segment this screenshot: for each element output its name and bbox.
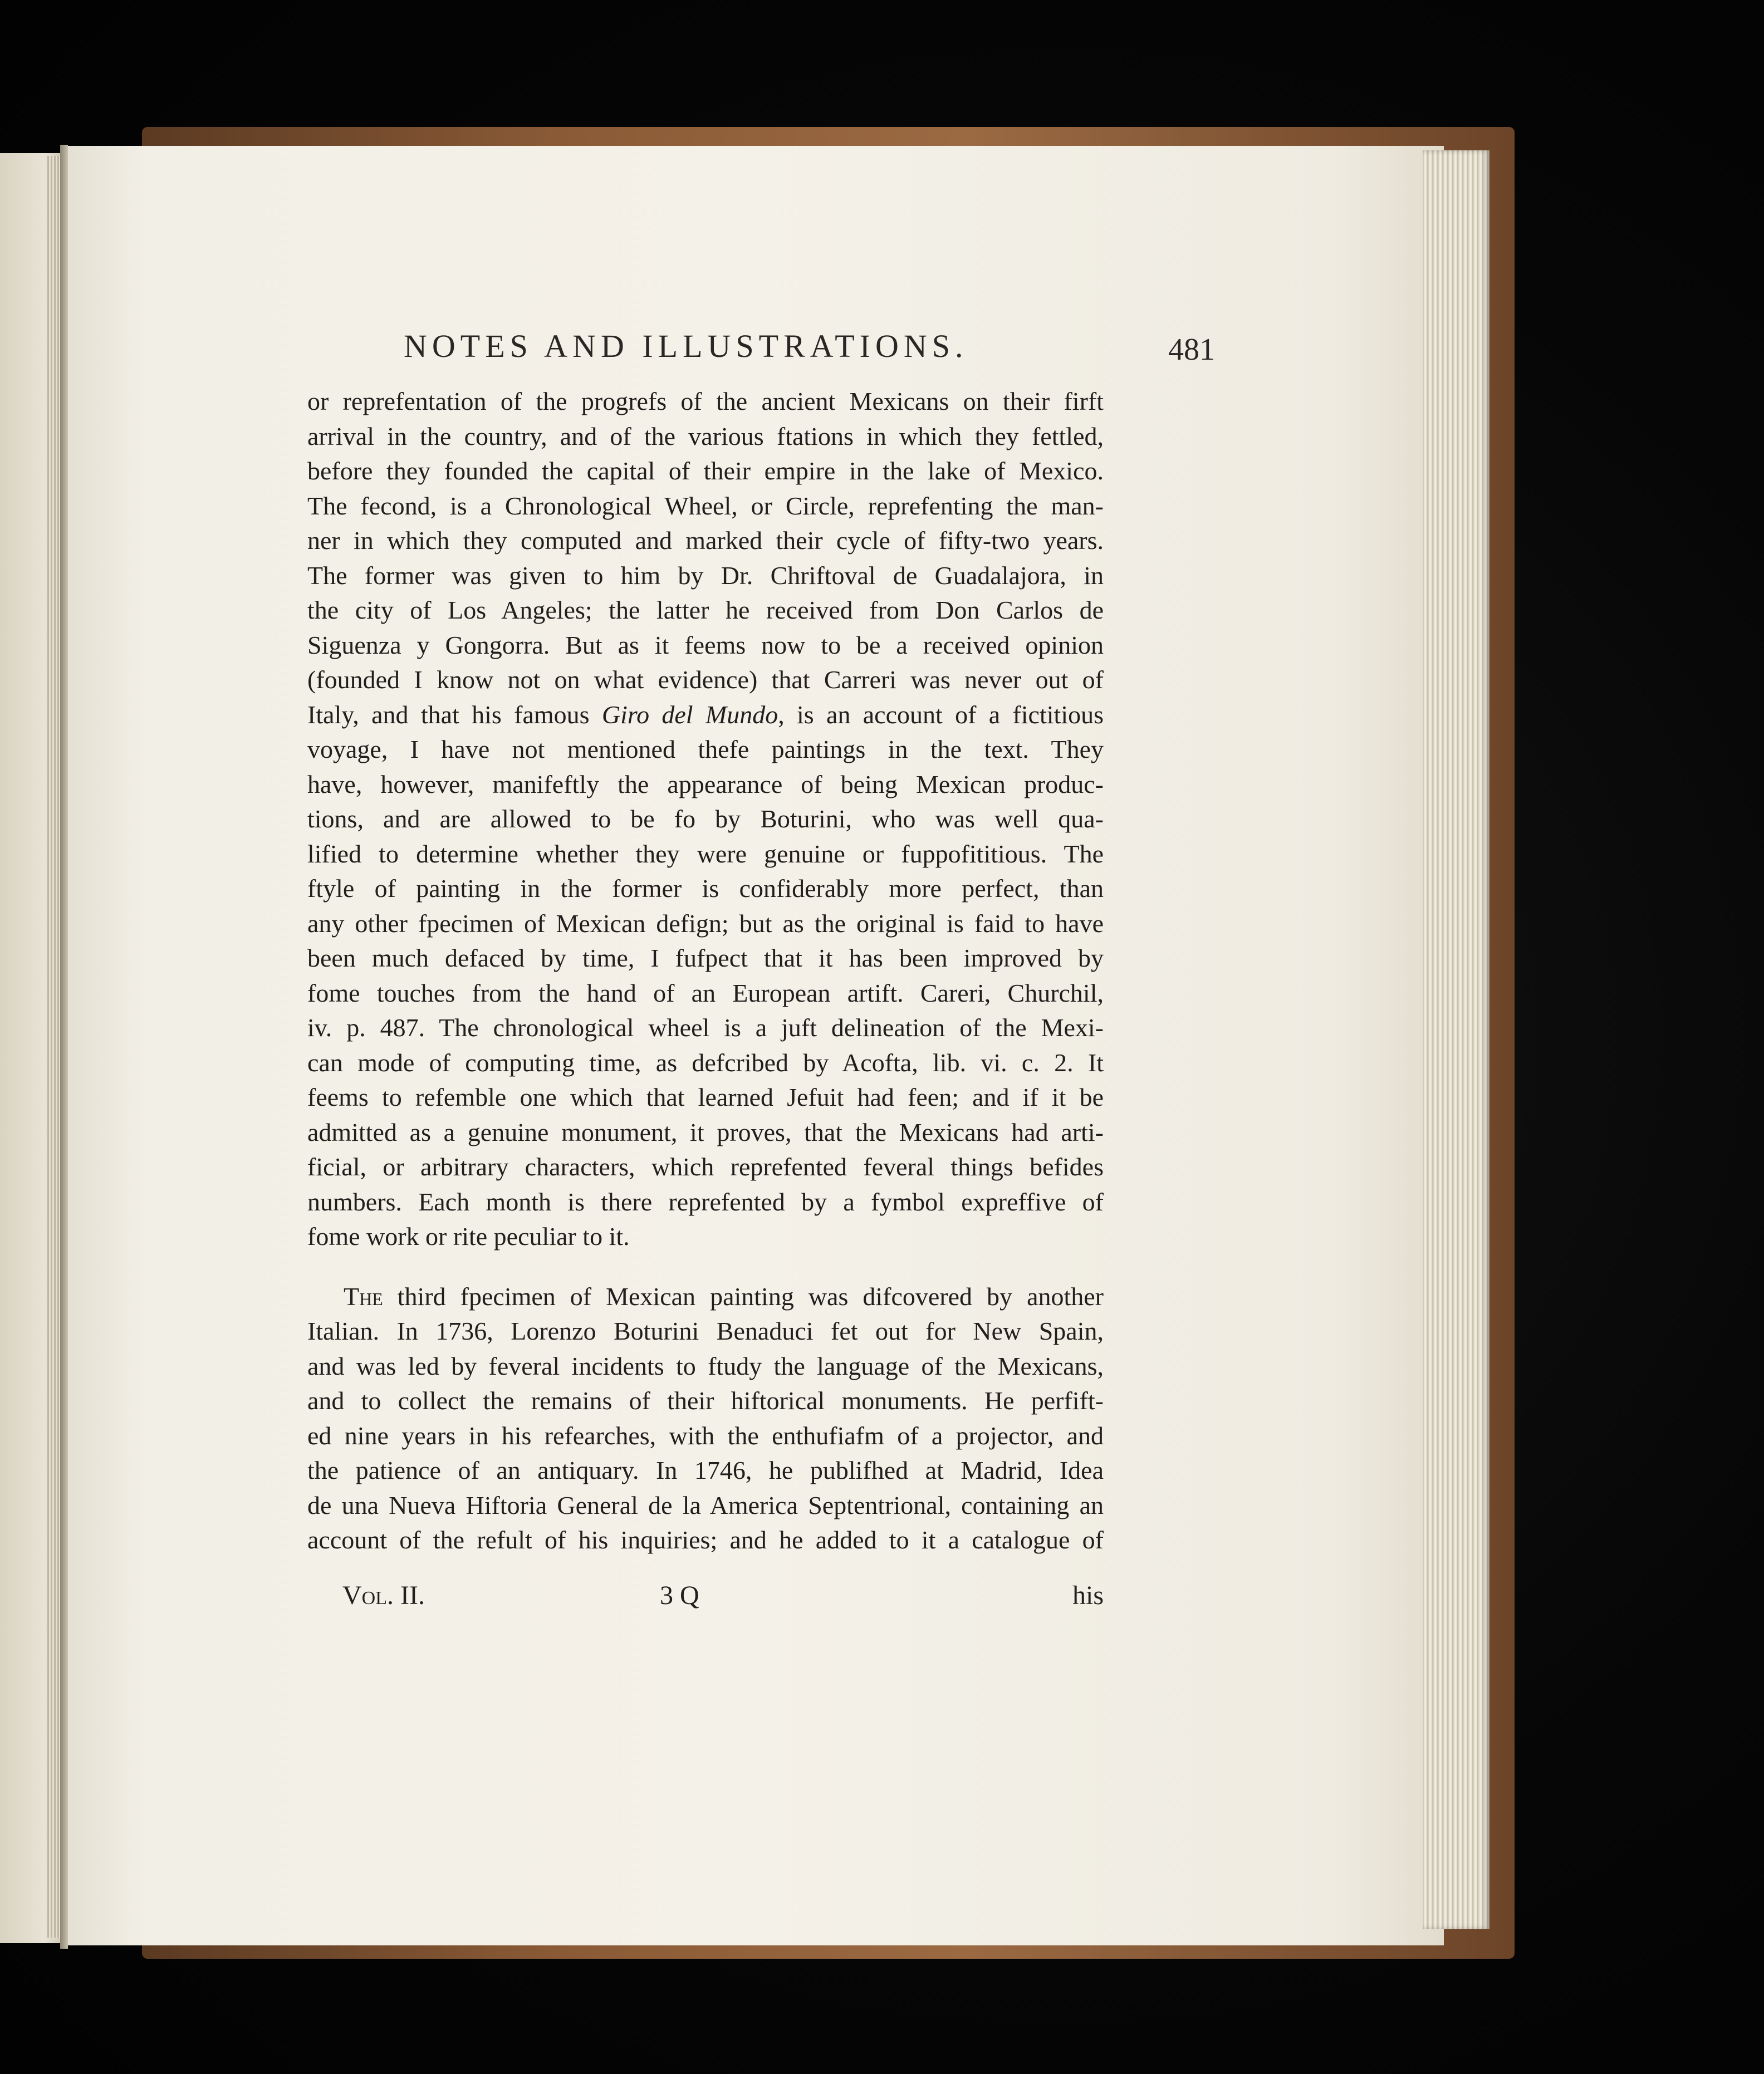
text-line: the patience of an antiquary. In 1746, he publifhed at Madrid, Idea <box>307 1456 1104 1484</box>
text-line: Italian. In 1736, Lorenzo Boturini Benaduci fet out for New Spain, <box>307 1317 1104 1345</box>
paragraph-2 <box>307 1279 1104 1558</box>
text-line: can mode of computing time, as defcribed by Acofta, lib. vi. c. 2. It <box>307 1048 1104 1077</box>
text-line: the city of Los Angeles; the latter he received from Don Carlos de <box>307 596 1104 624</box>
body-text <box>307 384 1104 1558</box>
signature-mark: 3 Q <box>660 1581 699 1610</box>
text-line: iv. p. 487. The chronological wheel is a juft delineation of the Mexi- <box>307 1013 1104 1042</box>
paragraph-1 <box>307 384 1104 1254</box>
text-line: The former was given to him by Dr. Chriftoval de Guadalajora, in <box>307 561 1104 590</box>
text-line: or reprefentation of the progrefs of the ancient Mexicans on their firft <box>307 387 1104 415</box>
page-fore-edge <box>1423 150 1489 1929</box>
text-line: feems to refemble one which that learned Jefuit had feen; and if it be <box>307 1083 1104 1111</box>
text-line: tions, and are allowed to be fo by Boturini, who was well qua- <box>307 805 1104 833</box>
text-segment: , is an account of a fictitious <box>778 700 1104 729</box>
catchword: his <box>1072 1581 1104 1610</box>
volume-label: Vol. II. <box>342 1581 425 1610</box>
text-line: admitted as a genuine monument, it proves, that the Mexicans had arti- <box>307 1117 1104 1146</box>
text-line: numbers. Each month is there reprefented by a fymbol expreffive of <box>307 1187 1104 1216</box>
text-line: voyage, I have not mentioned thefe paintings in the text. They <box>307 735 1104 763</box>
page-footer <box>342 1580 1104 1614</box>
text-line: fome touches from the hand of an European artift. Careri, Churchil, <box>307 978 1104 1007</box>
text-line: (founded I know not on what evidence) that Carreri was never out of <box>307 665 1104 694</box>
text-line: ed nine years in his refearches, with the enthufiafm of a projector, and <box>307 1421 1104 1450</box>
text-segment: third fpecimen of Mexican painting was difcovered by another <box>383 1282 1104 1311</box>
text-line: Siguenza y Gongorra. But as it feems now to be a received opinion <box>307 630 1104 659</box>
small-caps-word: The <box>344 1282 383 1311</box>
text-line: fome work or rite peculiar to it. <box>307 1222 630 1251</box>
text-line: any other fpecimen of Mexican defign; but as the original is faid to have <box>307 909 1104 938</box>
text-line <box>307 1279 1104 1315</box>
text-line: account of the refult of his inquiries; and he added to it a catalogue of <box>307 1526 1104 1554</box>
text-line: The fecond, is a Chronological Wheel, or Circle, reprefenting the man- <box>307 491 1104 520</box>
text-line: and to collect the remains of their hiftorical monuments. He perfift- <box>307 1386 1104 1415</box>
text-line: ftyle of painting in the former is confiderably more perfect, than <box>307 874 1104 903</box>
text-line: ner in which they computed and marked their cycle of fifty-two years. <box>307 526 1104 555</box>
text-line: been much defaced by time, I fufpect that it has been improved by <box>307 944 1104 972</box>
running-head: NOTES AND ILLUSTRATIONS. <box>404 328 968 364</box>
text-line: and was led by feveral incidents to ftudy the language of the Mexicans, <box>307 1351 1104 1380</box>
text-line: before they founded the capital of their empire in the lake of Mexico. <box>307 457 1104 485</box>
text-segment: Italy, and that his famous <box>307 700 602 729</box>
text-line: lified to determine whether they were genuine or fuppofititious. The <box>307 839 1104 868</box>
italic-title: Giro del Mundo <box>601 700 778 729</box>
book-gutter <box>60 145 68 1949</box>
paragraph-gap <box>307 1254 1104 1279</box>
page-number: 481 <box>1168 332 1215 367</box>
text-line: have, however, manifeftly the appearance of being Mexican produc- <box>307 769 1104 798</box>
text-line: ficial, or arbitrary characters, which reprefented feveral things befides <box>307 1153 1104 1181</box>
text-line: de una Nueva Hiftoria General de la America Septentrional, containing an <box>307 1490 1104 1519</box>
text-line: arrival in the country, and of the various ftations in which they fettled, <box>307 421 1104 450</box>
text-line <box>307 698 1104 733</box>
